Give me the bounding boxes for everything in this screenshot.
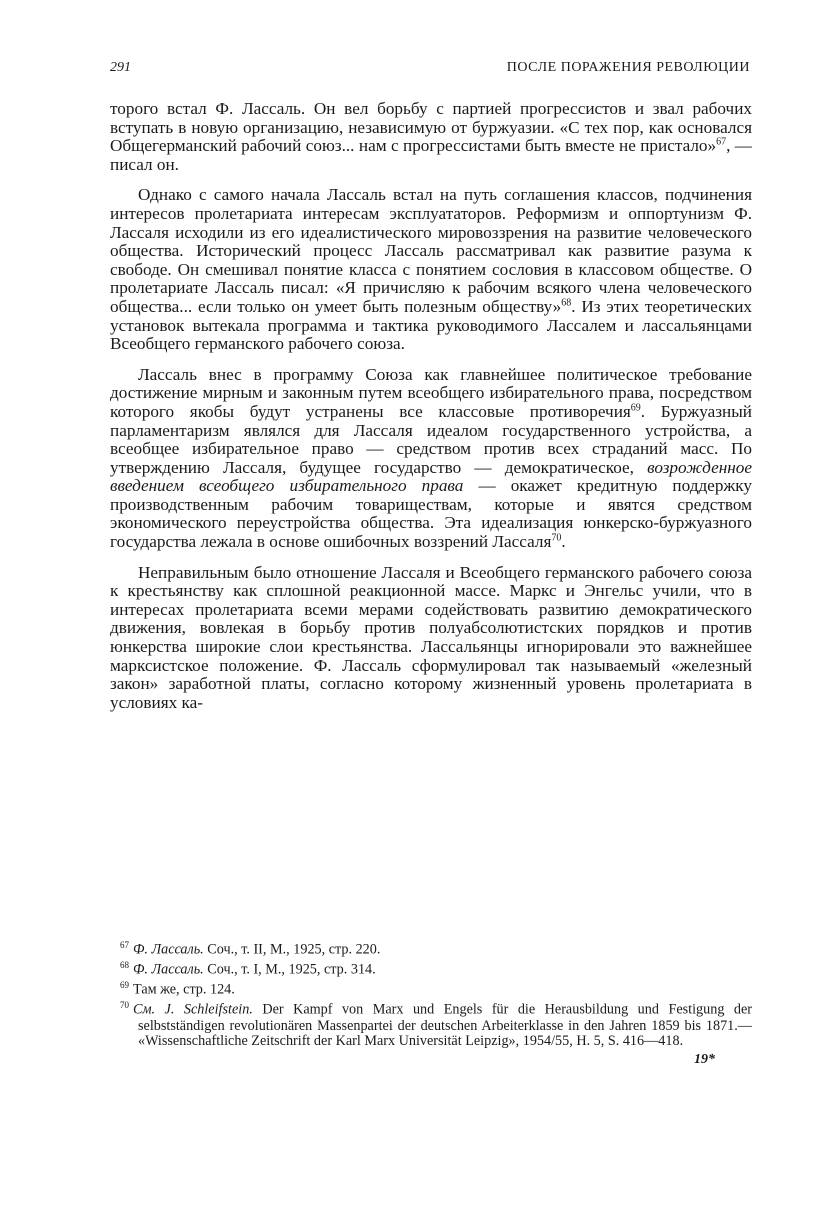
footnote-ref-67: 67 [716, 136, 727, 148]
footnote-ref-69: 69 [630, 402, 641, 414]
signature-mark: 19* [694, 1052, 715, 1067]
footnote-68: $^{68}$ Ф. Лассаль. Соч., т. I, М., 1925, стр. 314. [120, 960, 376, 978]
main-text [110, 100, 752, 712]
paragraph-3: Лассаль внес в программу Союза как главнейшее политическое требование достижение мирным и законным путем всеобщего избирательного права, посредством которого якобы будут устранены все классовые противоречия$^{69}$. Буржуазный парламентаризм являлся для Лассаля идеалом государственного устройства, а всеобщее избирательное право — средством против всех страданий масс. По утверждению Лассаля, будущее государство — демократическое, возрожденное введением всеобщего избирательного права — окажет кредитную поддержку производственным рабочим товариществам, которые и явятся средством экономического переустройства общества. Эта идеализация юнкерско-буржуазного государства лежала в основе ошибочных воззрений Лассаля$^{70}$. [110, 364, 752, 552]
footnote-67: $^{67}$ Ф. Лассаль. Соч., т. II, М., 1925, стр. 220. [120, 940, 381, 958]
footnote-69: $^{69}$ Там же, стр. 124. [120, 980, 235, 999]
paragraph-4: Неправильным было отношение Лассаля и Всеобщего германского рабочего союза к крестьянству как сплошной реакционной массе. Маркс и Энгельс учили, что в интересах пролетариата всеми мерами содействовать развитию демократического движения, вовлекая в борьбу против полуабсолютистских порядков и против юнкерства широкие слои крестьянства. Лассальянцы игнорировали это важнейшее марксистское положение. Ф. Лассаль сформулировал так называемый «железный закон» заработной платы, согласно которому жизненный уровень пролетариата в условиях ка- [110, 562, 752, 712]
paragraph-1: торого встал Ф. Лассаль. Он вел борьбу с партией прогрессистов и звал рабочих вступать в новую организацию, независимую от буржуазии. «С тех пор, как основался Общегерманский рабочий союз... нам с прогрессистами быть вместе не пристало»$^{67}$, — писал он. [110, 99, 752, 174]
page-number: 291 [110, 60, 131, 75]
italic-emphasis: возрожденное введением всеобщего избирательного права [110, 457, 752, 496]
page-header [110, 60, 750, 82]
footnotes [110, 938, 752, 1049]
footnote-70: $^{70}$ См. J. Schleifstein. Der Kampf von Marx und Engels für die Herausbildung und Festigung der selbstständigen revolutionären Massenpartei der deutschen Arbeiterklasse in den Jahren 1859 bis 1871.— «Wissenschaftliche Zeitschrift der Karl Marx Universität Leipzig», 1954/55, H. 5, S. 416—418. [120, 1000, 753, 1049]
footnote-ref-68: 68 [561, 297, 572, 309]
paragraph-2: Однако с самого начала Лассаль встал на путь соглашения классов, подчинения интересов пролетариата интересам эксплуататоров. Реформизм и оппортунизм Ф. Лассаля исходили из его идеалистического мировоззрения на развитие человеческого общества. Исторический процесс Лассаль рассматривал как развитие разума к свободе. Он смешивал понятие класса с понятием сословия в классовом обществе. О пролетариате Лассаль писал: «Я причисляю к рабочим всякого члена человеческого общества... если только он умеет быть полезным обществу»$^{68}$. Из этих теоретических установок вытекала программа и тактика руководимого Лассалем и лассальянцами Всеобщего германского рабочего союза. [110, 185, 752, 354]
running-title: ПОСЛЕ ПОРАЖЕНИЯ РЕВОЛЮЦИИ [506, 60, 750, 75]
footnote-ref-70: 70 [551, 532, 562, 544]
